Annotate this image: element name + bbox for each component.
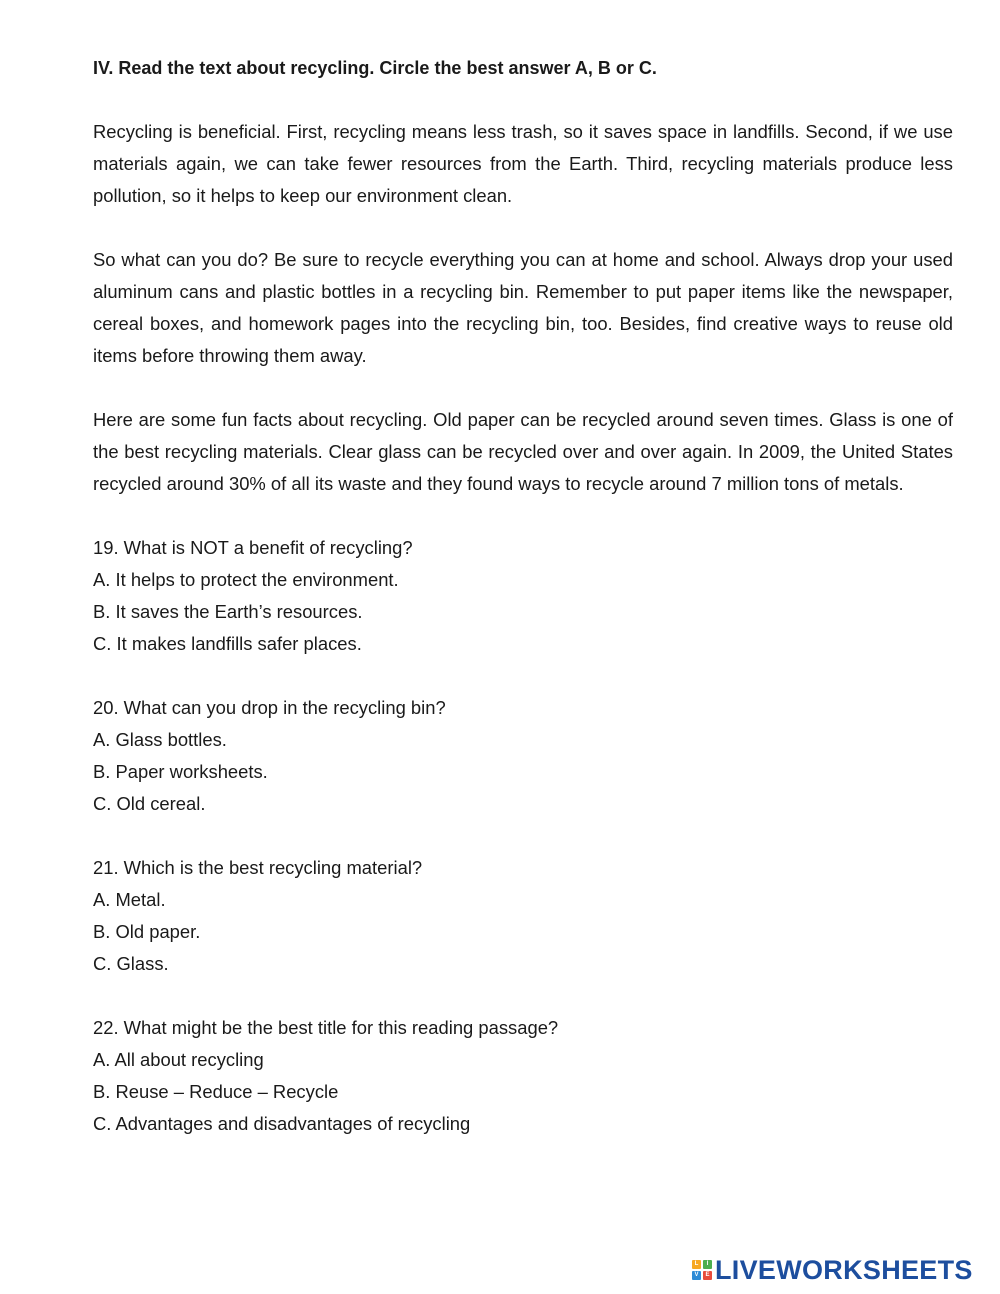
question-text: 20. What can you drop in the recycling bin? — [93, 697, 446, 718]
question-22 — [93, 1012, 953, 1140]
question-text: 21. Which is the best recycling material? — [93, 857, 423, 878]
paragraph-benefits: Recycling is beneficial. First, recycling means less trash, so it saves space in landfills. Second, if we use materials again, we can take fewer resources from the Earth. Third, recycling materials produce less pollution, so it helps to keep our environment clean. — [93, 121, 953, 206]
question-20 — [93, 692, 953, 820]
option-c[interactable]: C. Advantages and disadvantages of recycling — [93, 1113, 471, 1134]
question-19 — [93, 532, 953, 660]
option-b[interactable]: B. Paper worksheets. — [93, 761, 268, 782]
liveworksheets-logo — [692, 1255, 973, 1285]
question-21 — [93, 852, 953, 980]
option-b[interactable]: B. Old paper. — [93, 921, 201, 942]
option-a[interactable]: A. Metal. — [93, 889, 166, 910]
option-a[interactable]: A. Glass bottles. — [93, 729, 227, 750]
question-text: 19. What is NOT a benefit of recycling? — [93, 537, 413, 558]
paragraph-fun-facts: Here are some fun facts about recycling. Old paper can be recycled around seven times. Glass is one of the best recycling materials. Clear glass can be recycled over and over again. In 2009, the United States recycled around 30% of all its waste and they found ways to recycle around 7 million tons of metals. — [93, 409, 953, 494]
option-b[interactable]: B. Reuse – Reduce – Recycle — [93, 1081, 339, 1102]
option-b[interactable]: B. It saves the Earth’s resources. — [93, 601, 363, 622]
option-c[interactable]: C. Glass. — [93, 953, 169, 974]
liveworksheets-logo-text: LIVEWORKSHEETS — [715, 1254, 973, 1285]
worksheet-page — [93, 52, 953, 1172]
section-heading: IV. Read the text about recycling. Circle the best answer A, B or C. — [93, 58, 657, 78]
option-c[interactable]: C. It makes landfills safer places. — [93, 633, 362, 654]
option-c[interactable]: C. Old cereal. — [93, 793, 206, 814]
option-a[interactable]: A. It helps to protect the environment. — [93, 569, 399, 590]
question-text: 22. What might be the best title for this reading passage? — [93, 1017, 559, 1038]
paragraph-what-to-do: So what can you do? Be sure to recycle everything you can at home and school. Always drop your used aluminum cans and plastic bottles in a recycling bin. Remember to put paper items like the newspaper, cereal boxes, and homework pages into the recycling bin, too. Besides, find creative ways to reuse old items before throwing them away. — [93, 249, 953, 366]
option-a[interactable]: A. All about recycling — [93, 1049, 264, 1070]
liveworksheets-logo-icon: L I V E — [692, 1260, 712, 1280]
